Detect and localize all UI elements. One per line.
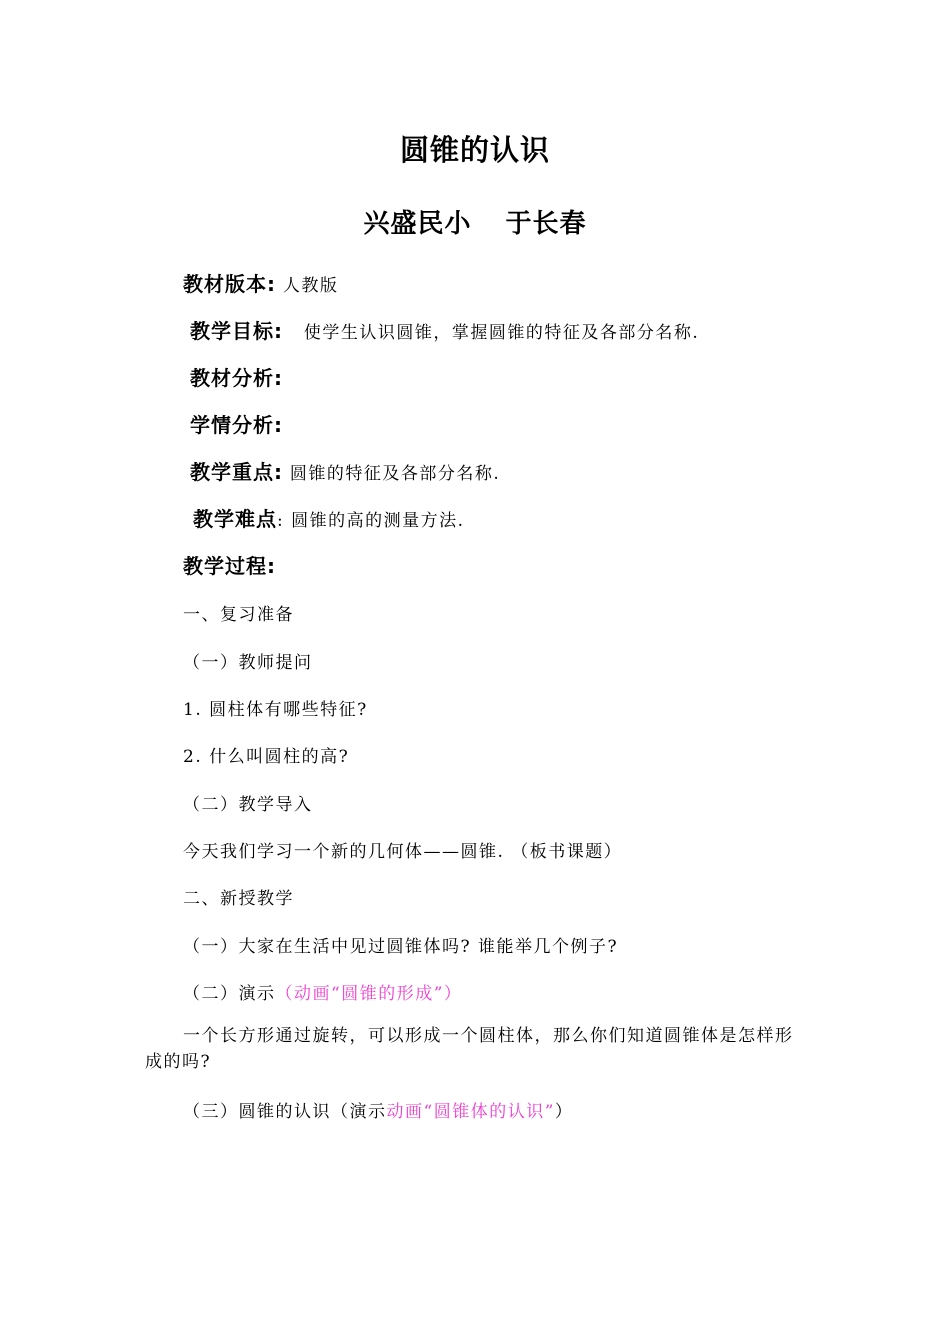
- list-item: 2. 什么叫圆柱的高?: [183, 747, 350, 767]
- field-goal-value: 使学生认识圆锥，掌握圆锥的特征及各部分名称.: [303, 323, 700, 343]
- field-key-label: 教学重点:: [190, 460, 283, 484]
- body-paragraph: 一个长方形通过旋转，可以形成一个圆柱体，那么你们知道圆锥体是怎样形成的吗?: [145, 1026, 794, 1072]
- subsection-heading: [183, 1097, 573, 1122]
- field-student-label: 学情分析:: [190, 413, 283, 437]
- field-edition-value: 人教版: [282, 276, 339, 296]
- field-difficulty: [193, 503, 465, 532]
- field-analysis-label: 教材分析:: [190, 366, 283, 390]
- section-heading: 一、复习准备: [183, 605, 294, 625]
- field-process-label: 教学过程:: [183, 554, 276, 578]
- field-edition-colon: :: [267, 272, 276, 296]
- subsection-text: （三）圆锥的认识（演示: [183, 1102, 387, 1122]
- animation-link[interactable]: 动画“圆锥体的认识”: [386, 1102, 555, 1122]
- subsection-heading: [183, 979, 462, 1004]
- field-analysis: [190, 362, 283, 391]
- animation-link[interactable]: （动画“圆锥的形成”）: [275, 984, 463, 1004]
- field-difficulty-value: : 圆锥的高的测量方法.: [277, 511, 465, 531]
- document-title: 圆锥的认识: [399, 133, 550, 167]
- subsection-text: （二）演示: [183, 984, 276, 1004]
- field-key: [190, 456, 500, 485]
- field-key-value: 圆锥的特征及各部分名称.: [289, 464, 501, 484]
- subsection-heading: （一）大家在生活中见过圆锥体吗? 谁能举几个例子?: [183, 937, 619, 957]
- field-student: [190, 409, 283, 438]
- field-goal-label: 教学目标:: [190, 319, 283, 343]
- subsection-heading: （一）教师提问: [183, 653, 313, 673]
- field-edition: [183, 268, 338, 297]
- school-name: 兴盛民小: [363, 209, 472, 239]
- intro-text: 今天我们学习一个新的几何体——圆锥. （板书课题）: [183, 842, 623, 862]
- field-process: [183, 550, 276, 579]
- section-heading: 二、新授教学: [183, 889, 294, 909]
- byline: [0, 203, 950, 240]
- list-item: 1. 圆柱体有哪些特征?: [183, 700, 368, 720]
- field-goal: [190, 315, 699, 344]
- author-name: 于长春: [505, 209, 587, 239]
- field-edition-label: 教材版本: [183, 272, 267, 296]
- subsection-heading: （二）教学导入: [183, 795, 313, 815]
- subsection-text-end: ）: [554, 1102, 574, 1122]
- field-difficulty-label: 教学难点: [193, 507, 277, 531]
